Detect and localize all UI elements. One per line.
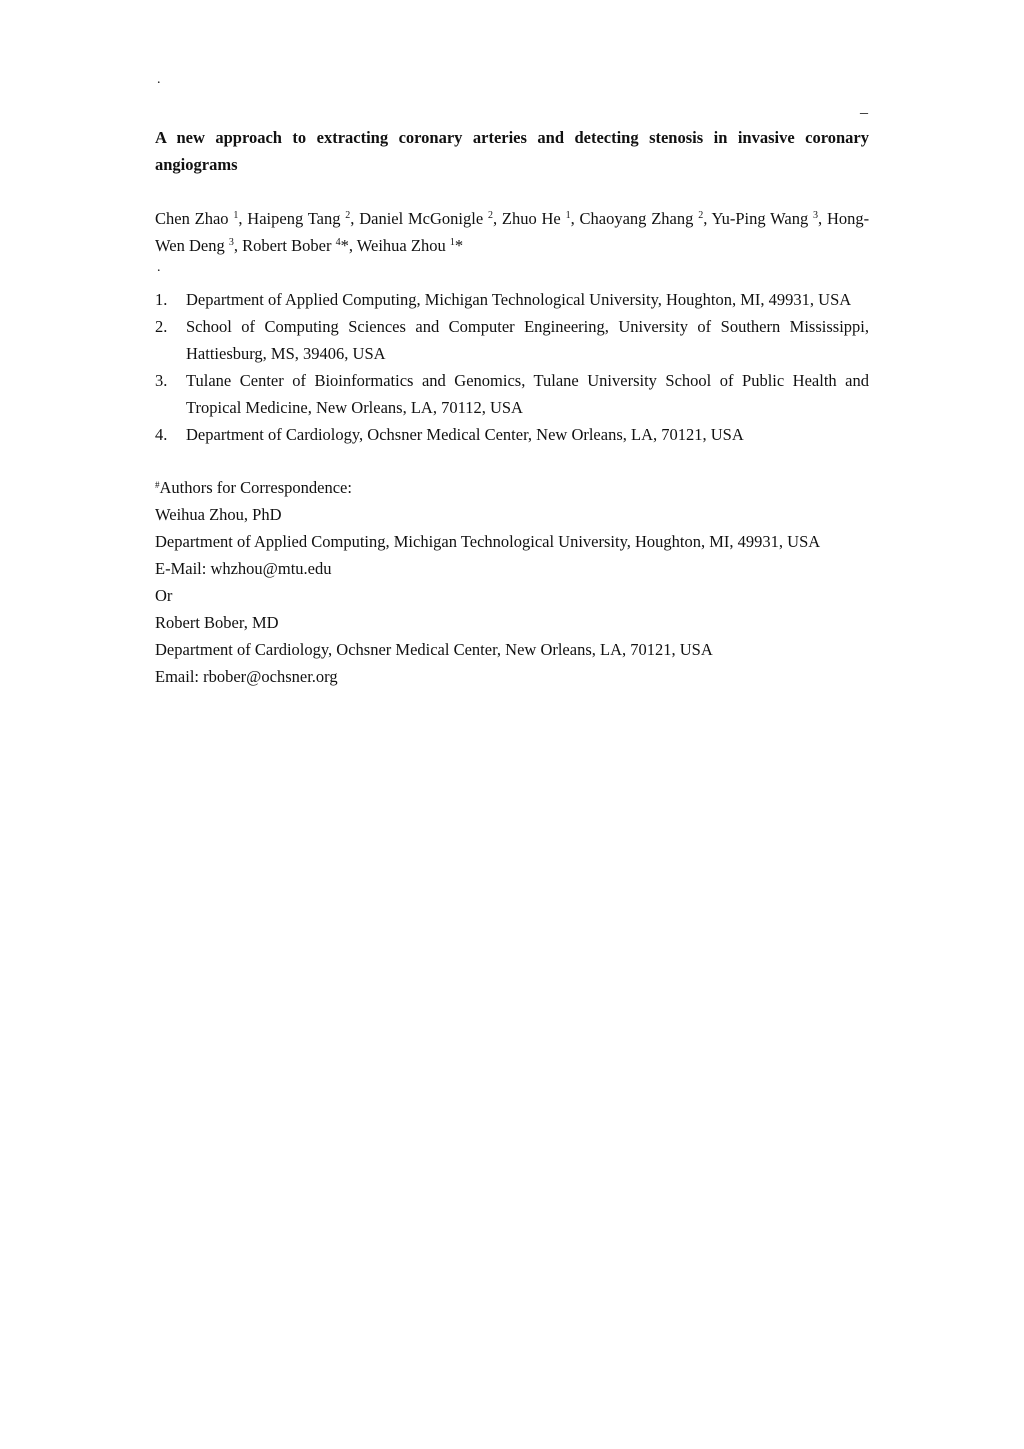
affiliation-item <box>155 313 869 367</box>
correspondence-marker: # <box>155 480 160 490</box>
affiliation-text: Tulane Center of Bioinformatics and Genomics, Tulane University School of Public Health and Tropical Medicine, New Orleans, LA, 70112, USA <box>186 371 869 417</box>
author-affiliation-sup: 4 <box>335 237 341 248</box>
author-separator: , <box>492 209 502 228</box>
separator-dot-mark: . <box>157 260 161 275</box>
affiliation-text: School of Computing Sciences and Computer Engineering, University of Southern Mississippi, Hattiesburg, MS, 39406, USA <box>186 317 869 363</box>
author-separator: , <box>238 209 248 228</box>
correspondence-author-email[interactable]: E-Mail: whzhou@mtu.edu <box>155 559 332 578</box>
author-affiliation-sup: 1 <box>449 237 455 248</box>
author-affiliation-sup: 1 <box>233 210 239 221</box>
author-name: Chaoyang Zhang <box>579 209 694 228</box>
author-separator: , <box>703 209 712 228</box>
correspondence-or-text: Or <box>155 586 173 605</box>
correspondence-block <box>155 474 869 690</box>
author-separator: , <box>233 236 243 255</box>
paper-title: A new approach to extracting coronary arteries and detecting stenosis in invasive coronary angiograms <box>155 128 869 174</box>
author-name: Robert Bober <box>242 236 332 255</box>
author-separator: , <box>350 209 360 228</box>
author-affiliation-sup: 2 <box>698 210 704 221</box>
author-name: Daniel McGonigle <box>359 209 484 228</box>
affiliation-item <box>155 367 869 421</box>
author-separator: * <box>454 236 464 255</box>
affiliation-number: 4. <box>155 425 168 444</box>
correspondence-author-address: Department of Cardiology, Ochsner Medical Center, New Orleans, LA, 70121, USA <box>155 640 713 659</box>
affiliation-number: 2. <box>155 317 168 336</box>
author-separator: *, <box>340 236 357 255</box>
author-list <box>155 205 869 259</box>
author-separator: , <box>570 209 580 228</box>
author-name: Hong-Wen Deng <box>155 209 870 255</box>
correspondence-author-name: Robert Bober, MD <box>155 613 279 632</box>
correspondence-author-address: Department of Applied Computing, Michigan Technological University, Houghton, MI, 49931, USA <box>155 532 821 551</box>
author-name: Zhuo He <box>501 209 561 228</box>
affiliation-list <box>155 286 869 448</box>
author-name: Yu-Ping Wang <box>711 209 809 228</box>
affiliation-text: Department of Applied Computing, Michigan Technological University, Houghton, MI, 49931, USA <box>186 290 852 309</box>
author-name: Chen Zhao <box>155 209 229 228</box>
correspondence-author-email[interactable]: Email: rbober@ochsner.org <box>155 667 338 686</box>
affiliation-item <box>155 421 869 448</box>
author-affiliation-sup: 2 <box>487 210 493 221</box>
author-affiliation-sup: 2 <box>345 210 351 221</box>
author-name: Weihua Zhou <box>356 236 446 255</box>
affiliation-number: 1. <box>155 290 168 309</box>
correspondence-author-name: Weihua Zhou, PhD <box>155 505 282 524</box>
affiliation-number: 3. <box>155 371 168 390</box>
author-affiliation-sup: 3 <box>228 237 234 248</box>
author-name: Haipeng Tang <box>247 209 341 228</box>
correspondence-heading <box>155 474 869 501</box>
top-dash-mark: _ <box>860 99 868 116</box>
correspondence-heading-text: Authors for Correspondence: <box>159 478 352 497</box>
author-separator: , <box>818 209 827 228</box>
author-affiliation-sup: 3 <box>813 210 819 221</box>
top-dot-mark: . <box>157 72 161 87</box>
author-affiliation-sup: 1 <box>565 210 571 221</box>
affiliation-item <box>155 286 869 313</box>
affiliation-text: Department of Cardiology, Ochsner Medical Center, New Orleans, LA, 70121, USA <box>186 425 744 444</box>
